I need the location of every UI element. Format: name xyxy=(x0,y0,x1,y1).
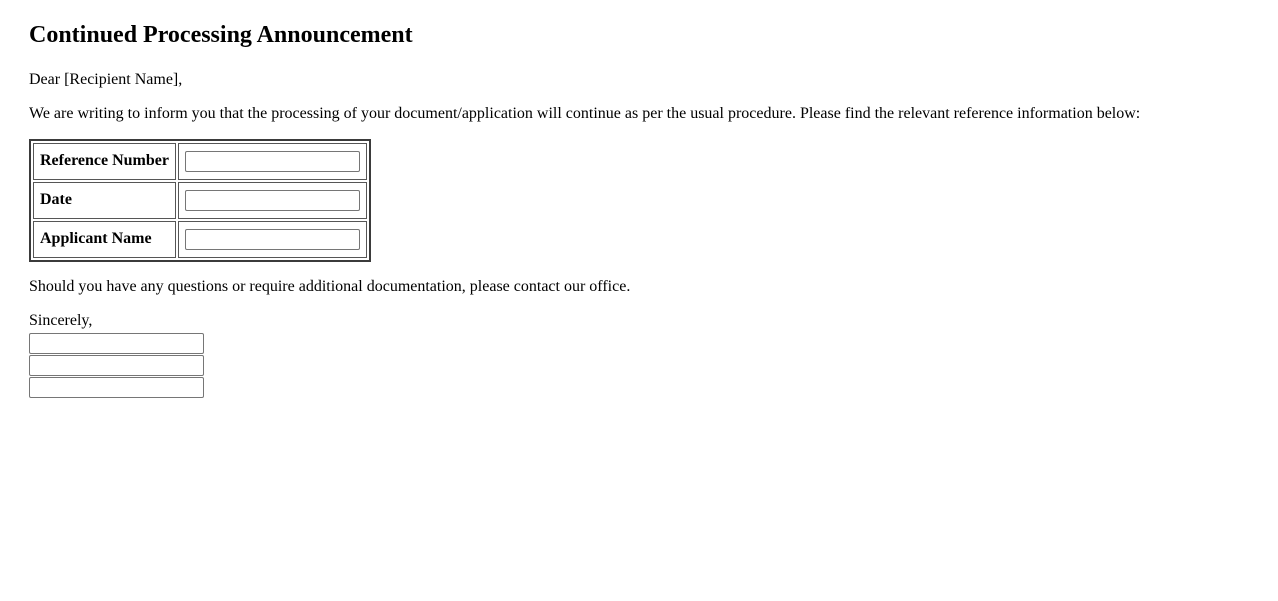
signature-line-3-input[interactable] xyxy=(29,377,204,398)
signature-line-1-input[interactable] xyxy=(29,333,204,354)
intro-text: We are writing to inform you that the processing of your document/application will continue as per the usual procedure. Please find the relevant reference information below: xyxy=(29,104,1141,122)
signature-block xyxy=(29,312,1278,398)
reference-number-input[interactable] xyxy=(185,151,360,172)
applicant-name-input[interactable] xyxy=(185,229,360,250)
page-title: Continued Processing Announcement xyxy=(29,22,413,48)
date-label: Date xyxy=(33,182,176,219)
reference-table xyxy=(29,139,371,262)
reference-number-label: Reference Number xyxy=(33,143,176,180)
signoff-text: Sincerely, xyxy=(29,311,93,329)
date-input[interactable] xyxy=(185,190,360,211)
applicant-name-cell xyxy=(178,221,367,258)
table-row-reference-number xyxy=(33,143,367,180)
table-row-applicant-name xyxy=(33,221,367,258)
reference-number-cell xyxy=(178,143,367,180)
table-row-date xyxy=(33,182,367,219)
signature-line-2-input[interactable] xyxy=(29,355,204,376)
closing-text: Should you have any questions or require additional documentation, please contact our office. xyxy=(29,277,631,295)
date-cell xyxy=(178,182,367,219)
applicant-name-label: Applicant Name xyxy=(33,221,176,258)
greeting-text: Dear [Recipient Name], xyxy=(29,70,183,88)
